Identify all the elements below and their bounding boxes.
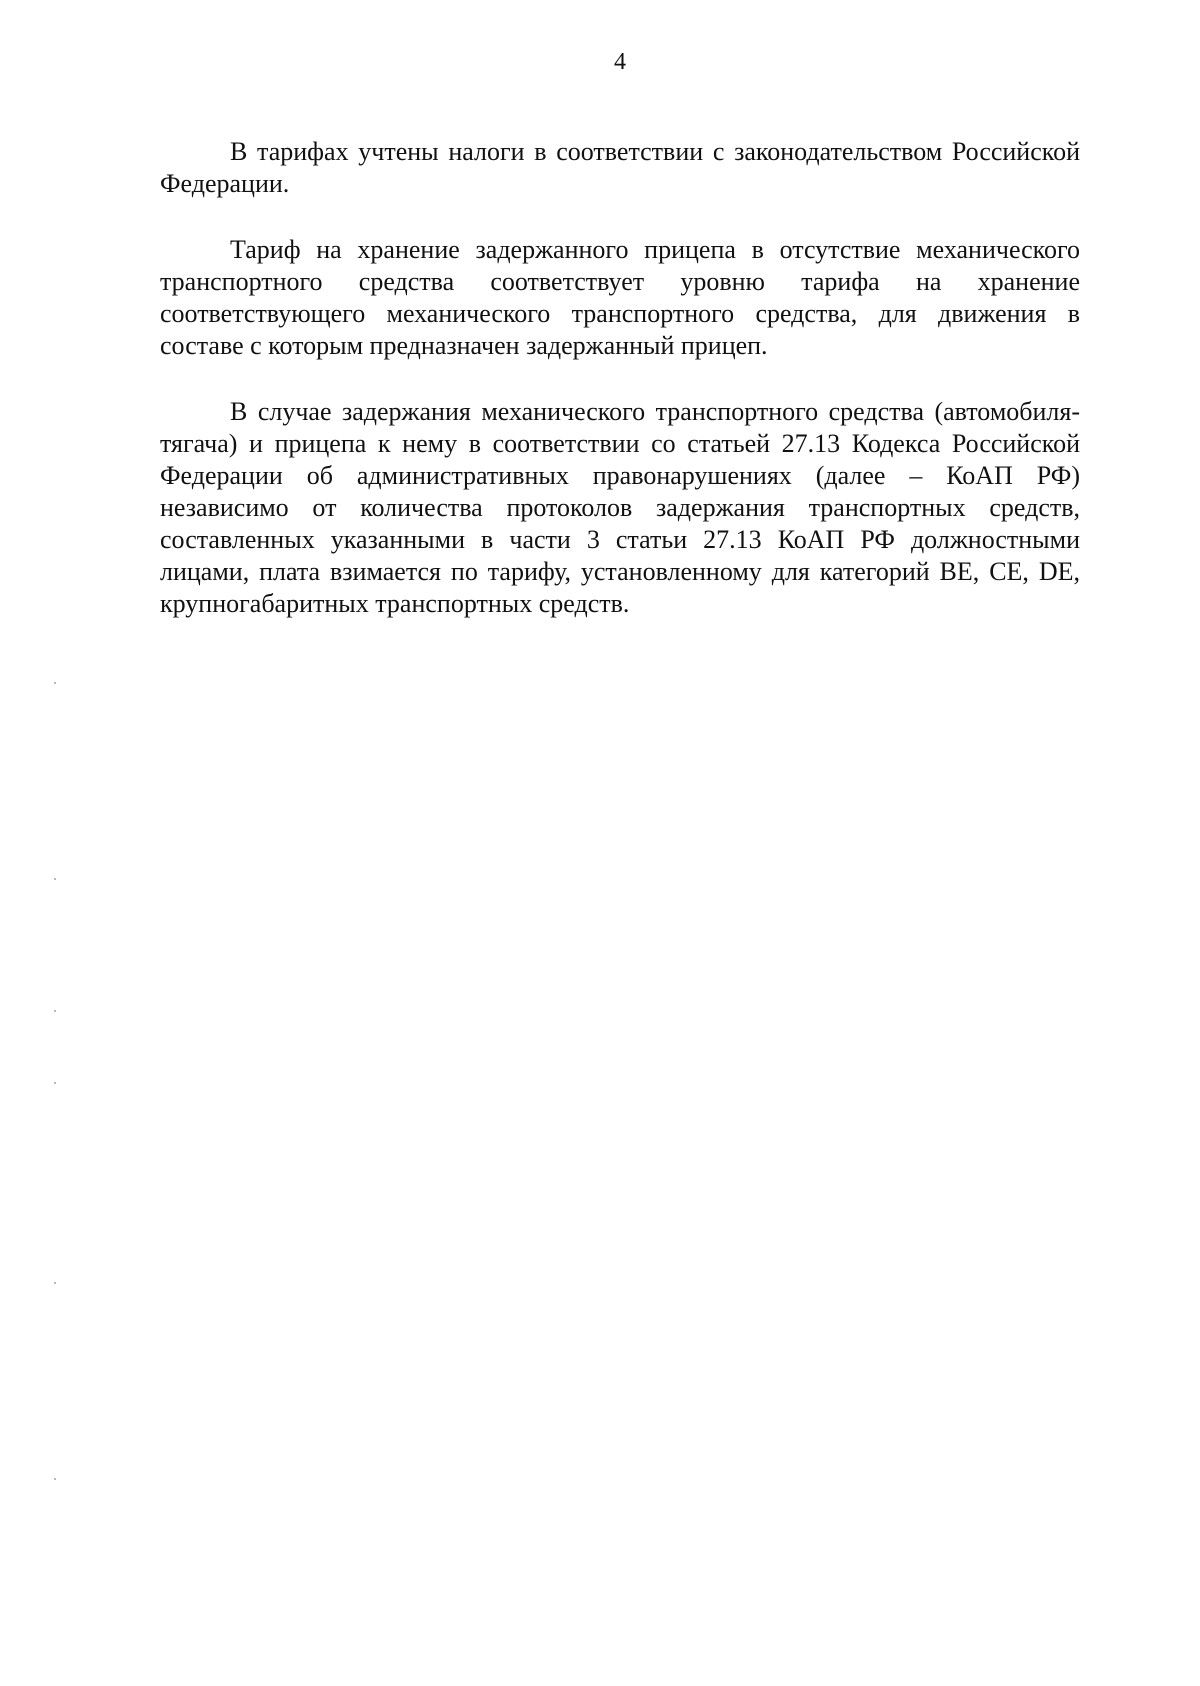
paragraph-vehicle-detention-fee: В случае задержания механического транспортного средства (автомобиля-тягача) и прицепа к нему в соответствии со статьей 27.13 Кодекса Российской Федерации об административных правонарушениях (далее – КоАП РФ) независимо от количества протоколов задержания транспортных средств, составленных указанными в части 3 статьи 27.13 КоАП РФ должностными лицами, плата взимается по тарифу, установленному для категорий ВЕ, СЕ, DE, крупногабаритных транспортных средств.	[160, 397, 1080, 618]
scan-artifact-mark	[54, 682, 56, 684]
document-body	[160, 136, 1080, 654]
page-number: 4	[614, 49, 626, 75]
scan-artifact-mark	[54, 1082, 56, 1084]
paragraph-trailer-storage-tariff: Тариф на хранение задержанного прицепа в отсутствие механического транспортного средства соответствует уровню тарифа на хранение соответствующего механического транспортного средства, для движения в составе с которым предназначен задержанный прицеп.	[160, 235, 1080, 360]
paragraph-taxes: В тарифах учтены налоги в соответствии с законодательством Российской Федерации.	[160, 137, 1080, 198]
scan-artifact-mark	[54, 1478, 56, 1480]
scan-artifact-mark	[54, 878, 56, 880]
scan-artifact-mark	[54, 1010, 56, 1012]
scan-artifact-mark	[54, 1282, 56, 1284]
